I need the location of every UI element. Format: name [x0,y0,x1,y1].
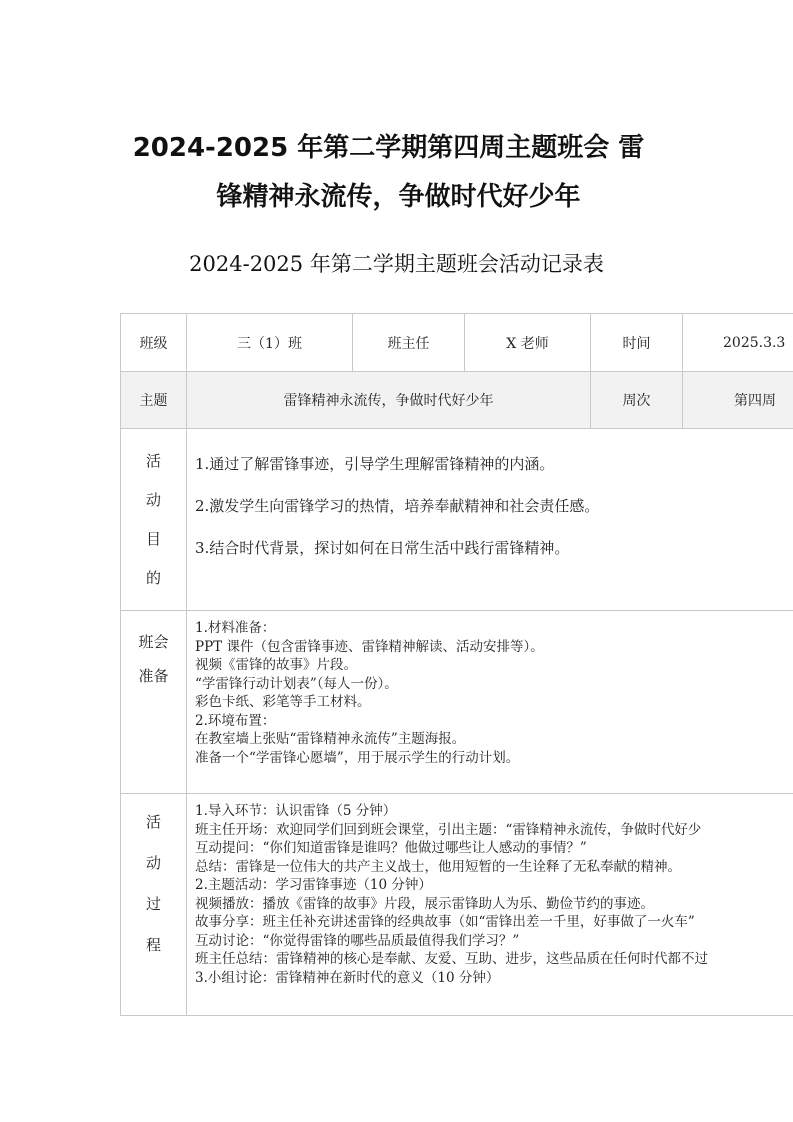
goals-label-char: 动 [145,490,161,509]
process-content [187,794,793,1016]
prep-line: 准备一个“学雷锋心愿墙”，用于展示学生的行动计划。 [195,749,520,766]
process-line: 2.主题活动：学习雷锋事迹（10 分钟） [195,877,432,893]
activity-record-table [120,313,793,1016]
prep-line: 1.材料准备： [195,620,276,636]
process-label-char: 动 [145,854,161,872]
teacher-label: 班主任 [353,314,465,372]
goal-item: 1.通过了解雷锋事迹，引导学生理解雷锋精神的内涵。 [195,455,555,473]
prep-line: 彩色卡纸、彩笔等手工材料。 [195,694,371,710]
prep-line: 2.环境布置： [195,712,276,729]
prep-label-text: 准备 [138,667,169,685]
time-label: 时间 [591,314,683,372]
process-label-char: 程 [145,936,161,954]
goal-item: 2.激发学生向雷锋学习的热情，培养奉献精神和社会责任感。 [195,497,600,515]
prep-label [121,611,187,794]
prep-content [187,611,793,794]
process-line: 互动讨论：“你觉得雷锋的哪些品质最值得我们学习？” [195,932,520,949]
goals-content [187,429,793,611]
goals-label-char: 活 [145,451,161,470]
goals-label-char: 的 [145,568,161,587]
process-line: 班主任总结：雷锋精神的核心是奉献、友爱、互助、进步，这些品质在任何时代都不过 [195,951,708,967]
process-line: 班主任开场：欢迎同学们回到班会课堂，引出主题：“雷锋精神永流传，争做时代好少 [195,821,702,838]
table-row-preparation [121,611,793,794]
table-row-theme [121,372,793,429]
week-value: 第四周 [683,372,793,429]
process-label-char: 过 [145,895,161,913]
theme-value: 雷锋精神永流传，争做时代好少年 [187,372,591,429]
prep-line: “学雷锋行动计划表”（每人一份）。 [195,675,398,692]
process-label-char: 活 [145,813,161,831]
process-line: 1.导入环节：认识雷锋（5 分钟） [195,803,397,819]
doc-title-line2: 锋精神永流传，争做时代好少年 [216,182,581,212]
prep-line: 视频《雷锋的故事》片段。 [195,657,357,673]
process-line: 视频播放：播放《雷锋的故事》片段，展示雷锋助人为乐、勤俭节约的事迹。 [195,895,654,912]
doc-title-line1: 2024-2025 年第二学期第四周主题班会 雷 [132,133,645,163]
teacher-value: X 老师 [465,314,591,372]
process-label [121,794,187,1016]
doc-subtitle: 2024-2025 年第二学期主题班会活动记录表 [189,252,604,276]
goals-label [121,429,187,611]
process-line: 总结：雷锋是一位伟大的共产主义战士，他用短暂的一生诠释了无私奉献的精神。 [195,858,681,875]
class-label: 班级 [121,314,187,372]
prep-label-text: 班会 [138,633,169,651]
goals-label-char: 目 [145,529,161,548]
class-value: 三（1）班 [187,314,353,372]
time-value: 2025.3.3 [683,314,793,372]
table-row-class-info [121,314,793,372]
prep-line: 在教室墙上张贴“雷锋精神永流传”主题海报。 [195,731,466,747]
table-row-goals [121,429,793,611]
week-label: 周次 [591,372,683,429]
process-line: 互动提问：“你们知道雷锋是谁吗？他做过哪些让人感动的事情？” [195,840,587,856]
process-line: 3.小组讨论：雷锋精神在新时代的意义（10 分钟） [195,969,500,986]
prep-line: PPT 课件（包含雷锋事迹、雷锋精神解读、活动安排等）。 [195,638,544,655]
theme-label: 主题 [121,372,187,429]
goal-item: 3.结合时代背景，探讨如何在日常生活中践行雷锋精神。 [195,539,570,557]
table-row-process [121,794,793,1016]
process-line: 故事分享：班主任补充讲述雷锋的经典故事（如“雷锋出差一千里，好事做了一火车” [195,914,695,930]
